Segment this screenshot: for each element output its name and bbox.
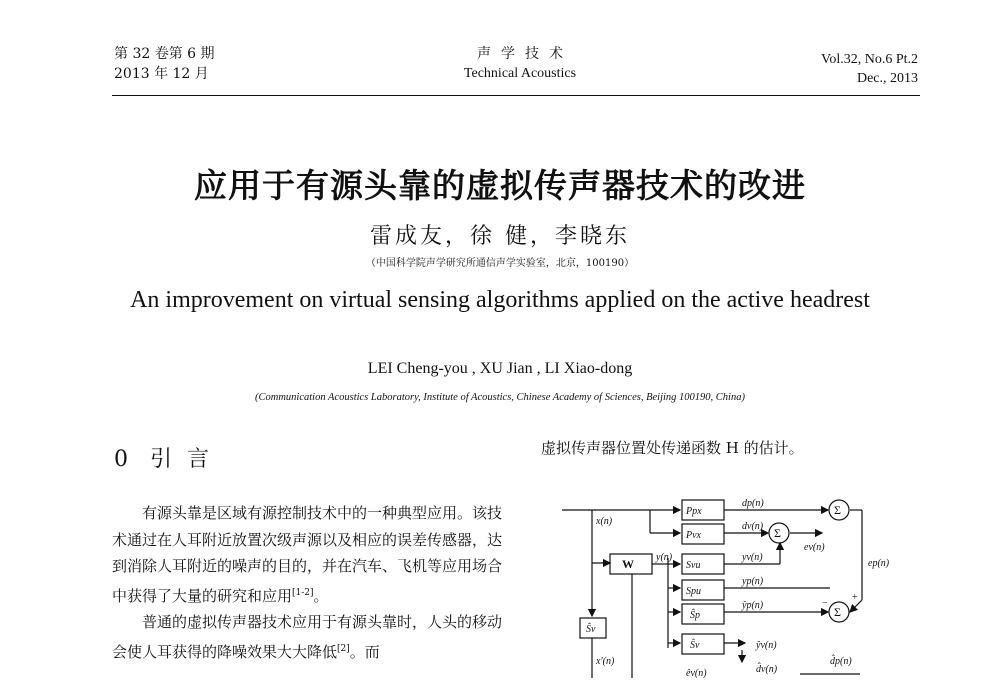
label-ep: ep(n): [868, 558, 890, 569]
label-ev-hat: êv(n): [686, 668, 707, 679]
plus-sign: +: [852, 592, 858, 603]
label-yp: yp(n): [742, 576, 764, 587]
label-dv-hat: d̂v(n): [756, 664, 778, 675]
journal-name-en: Technical Acoustics: [463, 66, 577, 81]
paragraph: [112, 500, 502, 609]
sum-p: Σ: [834, 503, 841, 517]
label-yv: yv(n): [742, 552, 763, 563]
volume-en: Vol.32, No.6 Pt.2: [821, 52, 918, 67]
label-ev: ev(n): [804, 542, 825, 553]
block-diagram: [560, 488, 920, 684]
paper-title-en: An improvement on virtual sensing algorithms applied on the active headrest: [130, 287, 870, 313]
box-W: W: [622, 557, 634, 571]
citation: [1-2]: [292, 587, 314, 598]
section-number: 0: [114, 447, 132, 472]
date-en: Dec., 2013: [856, 71, 918, 86]
box-Sv-hat: Ŝv: [690, 640, 700, 651]
section-heading: [114, 442, 213, 473]
header-right: [821, 50, 918, 88]
authors-cn: 雷成友，徐 健，李晓东: [370, 224, 630, 249]
sum-v: Σ: [774, 526, 781, 540]
paragraph: [112, 609, 502, 665]
affiliation-en: (Communication Acoustics Laboratory, Institute of Acoustics, Chinese Academy of Sciences, Beijing 100190, China): [255, 392, 745, 403]
sum-e: Σ: [834, 605, 841, 619]
label-dv: dv(n): [742, 521, 764, 532]
header-center: [420, 44, 620, 84]
label-x-prime: x′(n): [596, 656, 615, 667]
label-yp-hat: ŷp(n): [742, 600, 764, 611]
label-dp-hat: d̂p(n): [830, 656, 852, 667]
body-text: [112, 500, 502, 665]
minus-sign: −: [822, 598, 828, 609]
paper-title-cn: 应用于有源头靠的虚拟传声器技术的改进: [194, 166, 806, 205]
paragraph-text: 有源头靠是区域有源控制技术中的一种典型应用。该技术通过在人耳附近放置次级声源以及相应的误差传感器，达到消除人耳附近的噪声的目的，并在汽车、飞机等应用场合中获得了大量的研究和应用: [112, 504, 503, 605]
citation: [2]: [337, 643, 350, 654]
header-left: [114, 44, 215, 84]
label-yv-hat: ŷv(n): [756, 640, 777, 651]
label-dp: dp(n): [742, 498, 764, 509]
affiliation-cn: （中国科学院声学研究所通信声学实验室，北京，100190）: [365, 258, 635, 269]
paragraph-end: 。: [313, 586, 329, 605]
label-y: y(n): [656, 552, 673, 563]
volume-cn: 第 32 卷第 6 期: [114, 46, 215, 62]
box-Spu: Spu: [686, 586, 701, 597]
right-column-text: 虚拟传声器位置处传递函数 H 的估计。: [541, 439, 804, 457]
header-rule: [112, 95, 920, 96]
paragraph-end: 。而: [349, 642, 380, 661]
journal-name-cn: 声学技术: [477, 46, 573, 62]
date-cn: 2013 年 12 月: [114, 66, 209, 82]
box-Svu: Svu: [686, 560, 701, 571]
box-Pvx: Pvx: [686, 530, 701, 541]
box-Sx-hat: Ŝv: [586, 624, 596, 635]
box-Ppx: Ppx: [686, 506, 702, 517]
section-title: 引 言: [150, 447, 213, 472]
authors-en: LEI Cheng-you , XU Jian , LI Xiao-dong: [367, 360, 633, 377]
paragraph-text: 普通的虚拟传声器技术应用于有源头靠时，人头的移动会使人耳获得的降噪效果大大降低: [112, 613, 503, 661]
box-Sp-hat: Ŝp: [690, 610, 700, 621]
label-x: x(n): [596, 516, 613, 527]
